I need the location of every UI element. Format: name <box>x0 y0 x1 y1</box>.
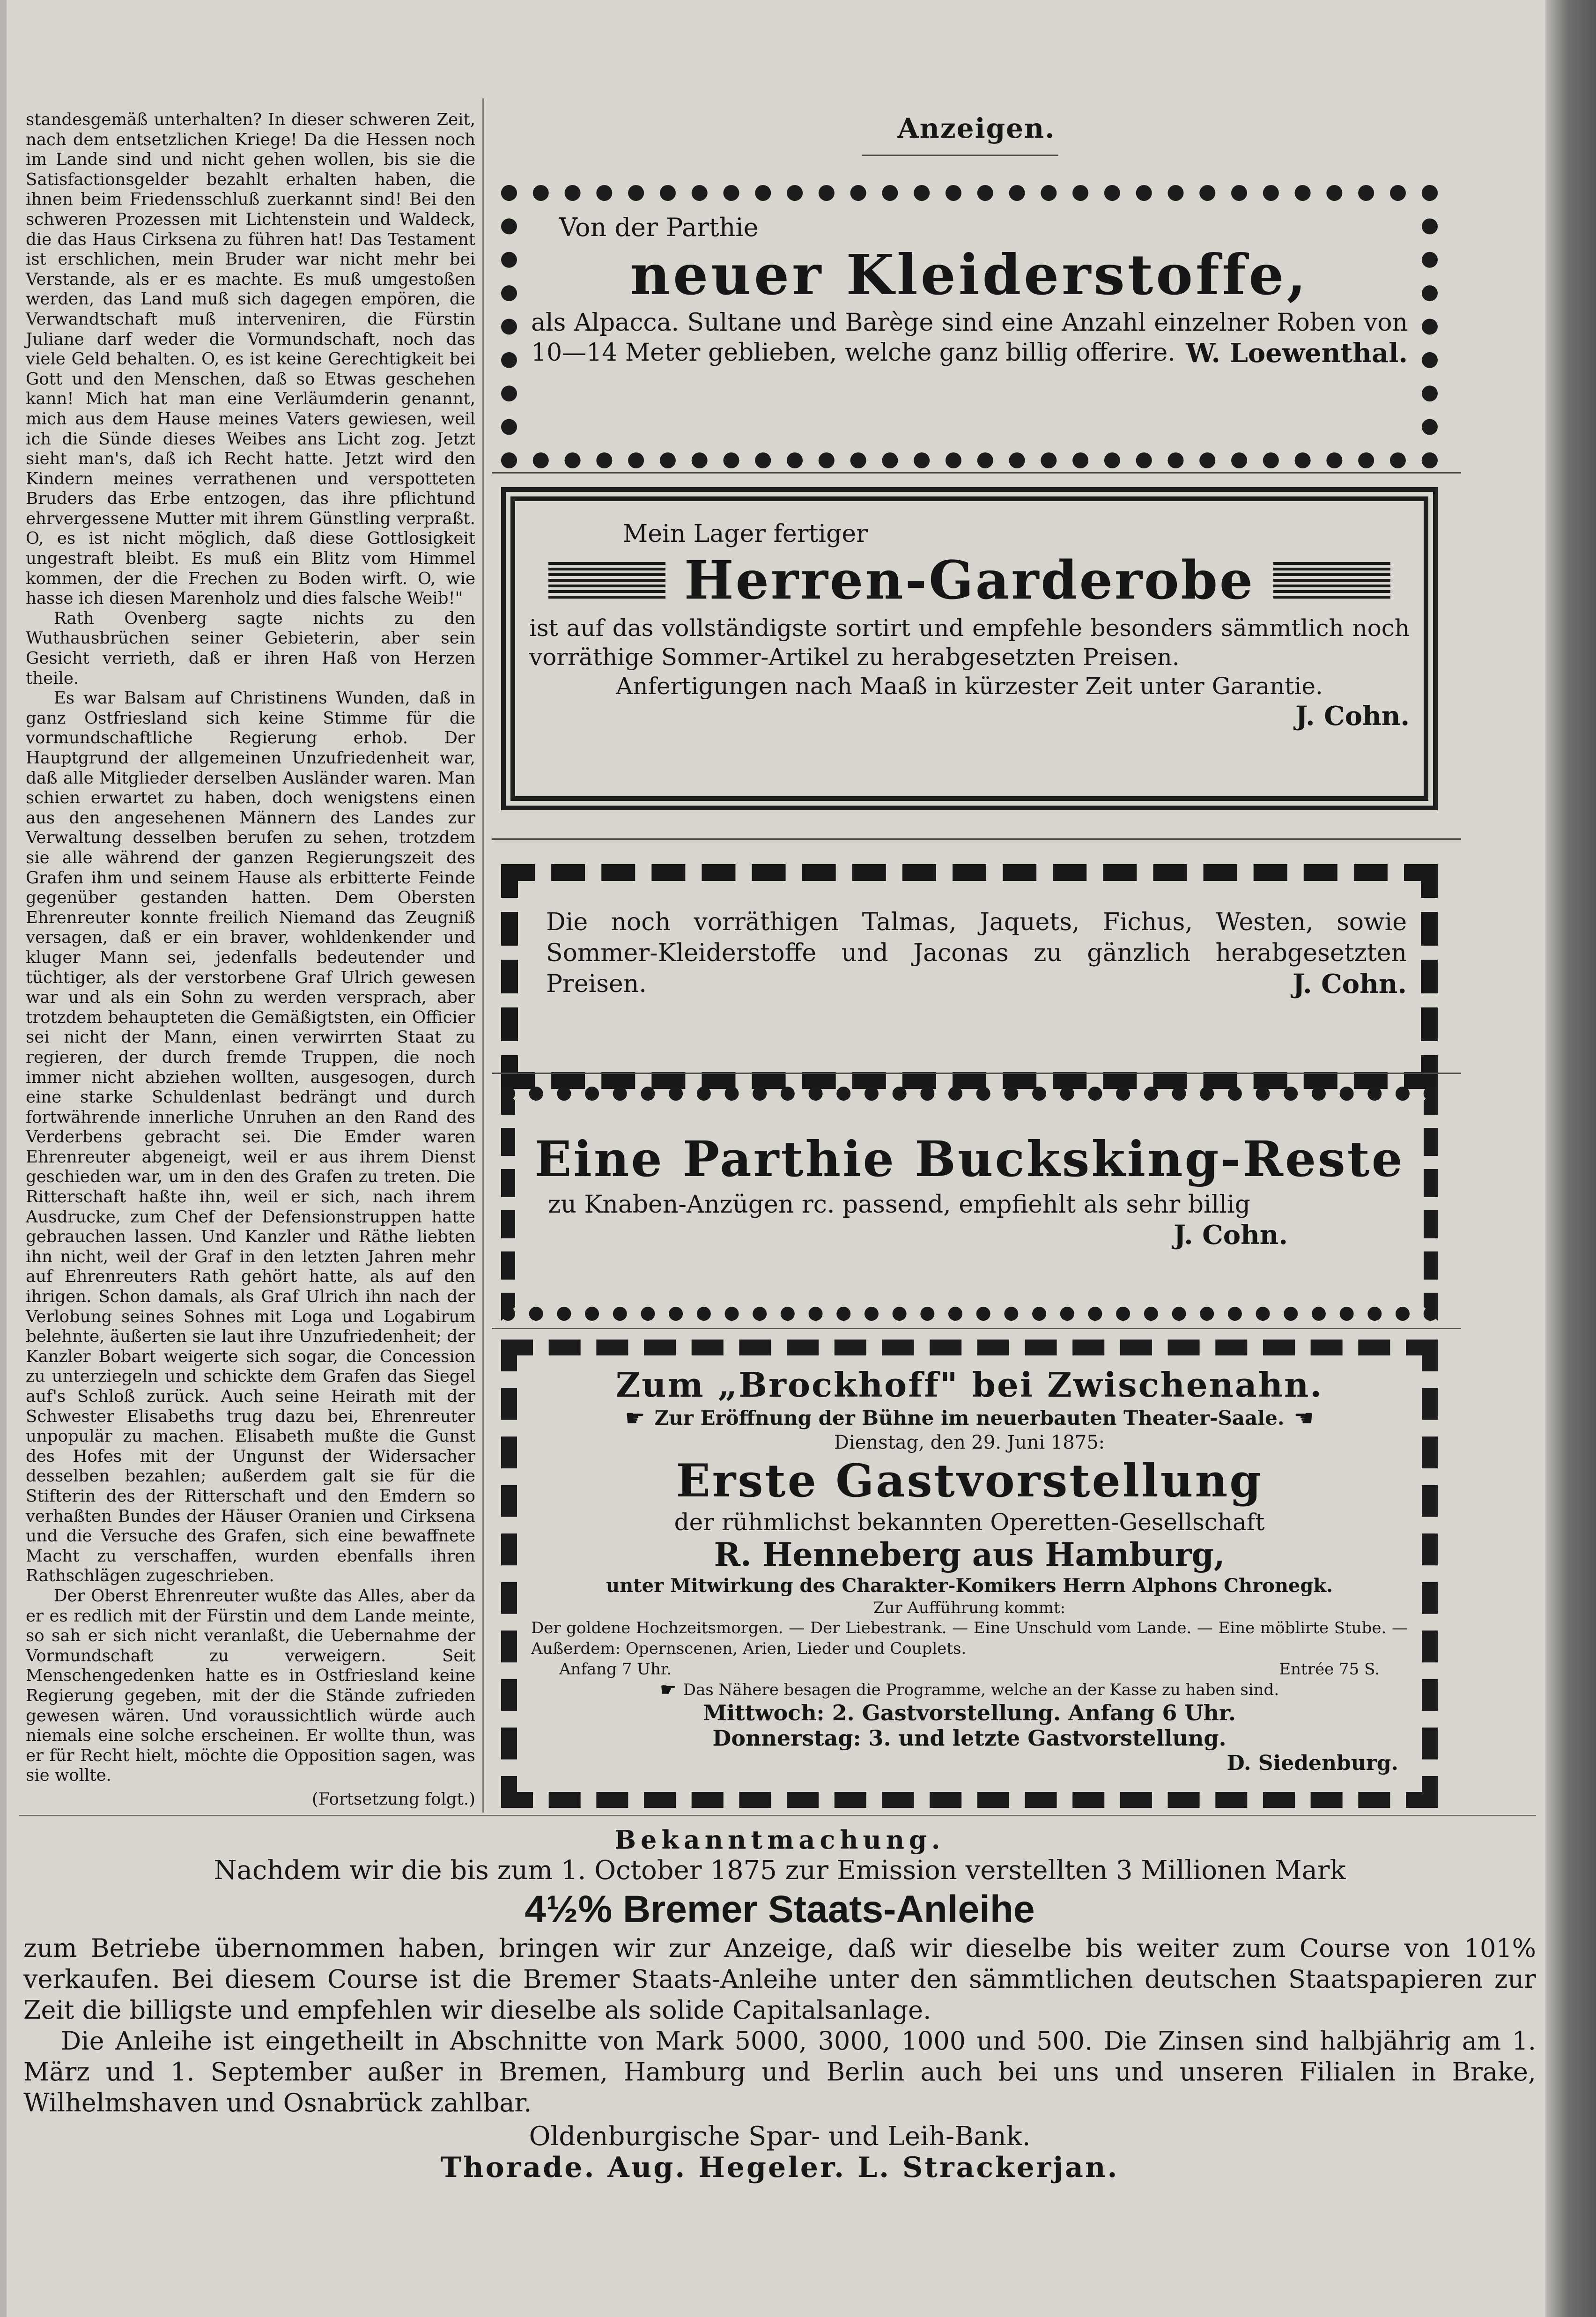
ad5-program-label: Zur Aufführung kommt: <box>873 1599 1066 1617</box>
ads-section-title: Anzeigen. <box>897 112 1056 144</box>
ad5-signature: D. Siedenburg. <box>1227 1751 1398 1775</box>
ad5-with: unter Mitwirkung des Charakter-Komikers Herrn Alphons Chronegk. <box>606 1575 1333 1597</box>
story-paragraph: Rath Ovenberg sagte nichts zu den Wuthausbrüchen seiner Gebieterin, aber sein Gesicht verrieth, daß er ihren Haß von Herzen theile. <box>26 608 475 688</box>
notice-loan: 4½% Bremer Staats-Anleihe <box>525 1888 1035 1931</box>
ad5-date: Dienstag, den 29. Juni 1875: <box>834 1432 1105 1453</box>
ad5-company: R. Henneberg aus Hamburg, <box>714 1536 1225 1574</box>
page-left-edge <box>0 0 7 2317</box>
ad3-body: Die noch vorräthigen Talmas, Jaquets, Fichus, Westen, sowie Sommer-Kleiderstoffe und Jaconas zu gänzlich herabgesetzten Preisen. <box>546 908 1407 998</box>
bank-notice <box>23 1824 1536 2183</box>
ad-herren-garderobe <box>501 487 1438 810</box>
ad2-body-2: Anfertigungen nach Maaß in kürzester Zeit unter Garantie. <box>616 673 1323 700</box>
title-rule <box>862 155 1058 156</box>
story-paragraph: Es war Balsam auf Christinens Wunden, daß in ganz Ostfriesland sich keine Stimme für die vormundschaftliche Regierung erhob. Der Hauptgrund der allgemeinen Unzufriedenheit war, daß alle Mitglieder derselben Ausländer waren. Man schien erwartet zu haben, doch wenigstens einen aus den angesehenen Männern des Landes zur Verwaltung desselben berufen zu sehen, trotzdem sie alle während der ganzen Regierungszeit des Grafen ihm und seinem Hause als erbitterte Feinde gegenüber gestanden hatten. Dem Obersten Ehrenreuter konnte freilich Niemand das Zeugniß versagen, daß er ein braver, wohldenkender und kluger Mann sei, jedenfalls bedeutender und tüchtiger, als der verstorbene Graf Ulrich gewesen war und als ein Sohn zu werden versprach, aber trotzdem behaupteten die Gemäßigtsten, ein Officier sei nicht der Mann, einen verwirrten Staat zu regieren, der durch fremde Truppen, die noch immer nicht abziehen wollten, ausgesogen, durch eine starke Schuldenlast bedrängt und durch fortwährende innerliche Unruhen an den Rand des Verderbens gebracht sei. Die Emder waren Ehrenreuter abgeneigt, weil er aus ihrem Dienst geschieden war, um in den des Grafen zu treten. Die Ritterschaft haßte ihn, weil er sich, nach ihrem Ausdrucke, zum Chef der Defensionstruppen hatte gebrauchen lassen. Und Kanzler und Räthe liebten ihn nicht, weil der Graf in den letzten Jahren mehr auf Ehrenreuters Rath gehört hatte, als auf den ihrigen. Schon damals, als Graf Ulrich ihn nach der Verlobung seines Sohnes mit Loga und Logabirum belehnte, äußerten sie laut ihre Unzufriedenheit; der Kanzler Bobart weigerte sich sogar, die Concession zu unterziegeln und schickte dem Grafen das Siegel auf's Schloß zurück. Auch seine Heirath mit der Schwester Elisabeths trug dazu bei, Ehrenreuter unpopulär zu machen. Elisabeth mußte die Gunst des Hofes mit der Ungunst der Widersacher desselben bezahlen; außerdem galt sie für die Stifterin des der Ritterschaft und den Emdern so verhaßten Bundes der Häuser Oranien und Cirksena und die Versuche des Grafen, sich eine bewaffnete Macht zu verschaffen, wurden ebenfalls ihren Rathschlägen zugeschrieben. <box>26 688 475 1586</box>
ad5-program: Der goldene Hochzeitsmorgen. — Der Liebestrank. — Eine Unschuld vom Lande. — Eine möblirte Stube. — Außerdem: Opernscenen, Arien, Lieder und Couplets. <box>531 1619 1408 1658</box>
ad4-headline: Eine Parthie Bucksking-Reste <box>534 1130 1404 1188</box>
column-divider <box>482 98 484 1813</box>
pointing-hand-icon: ☚ <box>1293 1405 1314 1431</box>
notice-paragraph: Die Anleihe ist eingetheilt in Abschnitte von Mark 5000, 3000, 1000 und 500. Die Zinsen sind halbjährig am 1. März und 1. September außer in Bremen, Hamburg und Berlin auch bei uns und unseren Filialen in Brake, Wilhelmshaven und Osnabrück zahlbar. <box>23 2026 1536 2117</box>
ad5-wednesday: Mittwoch: 2. Gastvorstellung. Anfang 6 Uhr. <box>703 1700 1236 1725</box>
story-paragraph: standesgemäß unterhalten? In dieser schweren Zeit, nach dem entsetzlichen Kriege! Da die Hessen noch im Lande sind und nicht gehen wollen, bis sie die Satisfactionsgelder bezahlt erhalten haben, die ihnen beim Friedensschluß zuerkannt sind! Bei den schweren Prozessen mit Lichtenstein und Waldeck, die das Haus Cirksena zu führen hat! Das Testament ist erschlichen, mein Bruder war nicht mehr bei Verstande, als er es machte. Es muß umgestoßen werden, das Land muß sich dagegen empören, die Verwandtschaft muß interveniren, die Fürstin Juliane darf weder die Vormundschaft, noch das viele Geld behalten. O, es ist keine Gerechtigkeit bei Gott und den Menschen, daß so Etwas geschehen kann! Mich hat man eine Verläumderin genannt, mich aus dem Hause meines Vaters gewiesen, weil ich die Sünde dieses Weibes ans Licht zog. Jetzt sieht man's, daß ich Recht hatte. Jetzt wird den Kindern meines verrathenen und verspotteten Bruders das Erbe entzogen, das ihre pflichtund ehrvergessene Mutter mit ihrem Günstling verpraßt. O, es ist nicht möglich, daß diese Gottlosigkeit ungestraft bleibt. Es muß ein Blitz vom Himmel kommen, der die Frechen zu Boden wirft. O, wie hasse ich diesen Marenholz und dies falsche Weib!" <box>26 110 475 608</box>
story-paragraph: Der Oberst Ehrenreuter wußte das Alles, aber da er es redlich mit der Fürstin und dem Lande meinte, so sah er sich nicht veranlaßt, die Uebernahme der Vormundschaft zu verweigern. Seit Menschengedenken hatte es in Ostfriesland keine Regierung gegeben, mit der die Stände zufrieden gewesen wären. Und voraussichtlich würde auch niemals eine solche erscheinen. Er wollte thun, was er für Recht hielt, möchte die Opposition sagen, was sie wollte. <box>26 1586 475 1785</box>
section-divider <box>19 1815 1536 1816</box>
ad5-start: Anfang 7 Uhr. <box>559 1660 672 1679</box>
hatch-ornament-left <box>548 562 665 600</box>
ad5-headline: Erste Gastvorstellung <box>676 1454 1263 1507</box>
serial-story-column <box>26 110 475 1809</box>
ad-buckskin <box>501 1087 1438 1321</box>
ad2-body: ist auf das vollständigste sortirt und empfehle besonders sämmtlich noch vorräthige Sommer-Artikel zu herabgesetzten Preisen. <box>529 614 1410 671</box>
ad5-entry: Entrée 75 S. <box>1279 1660 1380 1679</box>
ad-theater-brockhoff <box>501 1340 1438 1808</box>
ad5-subtitle: Zur Eröffnung der Bühne im neuerbauten Theater-Saale. <box>654 1406 1285 1429</box>
ad5-note: Das Nähere besagen die Programme, welche an der Kasse zu haben sind. <box>683 1680 1279 1699</box>
ad3-signature: J. Cohn. <box>1293 969 1407 999</box>
ad5-thursday: Donnerstag: 3. und letzte Gastvorstellung. <box>712 1725 1227 1751</box>
ad2-intro: Mein Lager fertiger <box>623 520 868 548</box>
ad-separator <box>492 838 1461 840</box>
ad-separator <box>492 1328 1461 1329</box>
notice-line1: Nachdem wir die bis zum 1. October 1875 zur Emission verstellten 3 Millionen Mark <box>214 1855 1346 1886</box>
notice-signatures: Thorade. Aug. Hegeler. L. Strackerjan. <box>440 2151 1119 2184</box>
notice-paragraph: zum Betriebe übernommen haben, bringen wir zur Anzeige, daß wir dieselbe bis weiter zum Course von 101% verkaufen. Bei diesem Course ist die Bremer Staats-Anleihe unter den sämmtlichen deutschen Staatspapieren zur Zeit die billigste und empfehlen wir dieselbe als solide Capitalsanlage. <box>23 1933 1536 2025</box>
ad1-intro: Von der Parthie <box>559 213 759 242</box>
pointing-hand-icon: ☛ <box>659 1679 677 1701</box>
ad-separator <box>492 472 1461 474</box>
continued-note: (Fortsetzung folgt.) <box>311 1789 475 1809</box>
page-right-edge <box>1545 0 1596 2317</box>
ad-separator <box>492 1073 1461 1074</box>
pointing-hand-icon: ☛ <box>625 1405 645 1431</box>
hatch-ornament-right <box>1273 562 1390 600</box>
ad5-title: Zum „Brockhoff" bei Zwischenahn. <box>615 1365 1323 1405</box>
ad1-signature: W. Loewenthal. <box>1186 338 1408 369</box>
ad4-body: zu Knaben-Anzügen rc. passend, empfiehlt als sehr billig <box>548 1191 1250 1219</box>
ad5-company-intro: der rühmlichst bekannten Operetten-Gesellschaft <box>674 1509 1265 1536</box>
notice-bank: Oldenburgische Spar- und Leih-Bank. <box>529 2121 1031 2152</box>
ad1-headline: neuer Kleiderstoffe, <box>630 242 1309 307</box>
ad1-body: als Alpacca. Sultane und Barège sind eine Anzahl einzelner Roben von 10—14 Meter geblieben, welche ganz billig offerire. <box>531 309 1408 367</box>
ad-kleiderstoffe <box>501 185 1438 468</box>
ad2-signature: J. Cohn. <box>1295 701 1410 732</box>
notice-title: Bekanntmachung. <box>614 1825 945 1855</box>
ad-talmas <box>501 864 1438 1089</box>
ad2-headline: Herren-Garderobe <box>684 550 1255 611</box>
ad4-signature: J. Cohn. <box>1174 1220 1288 1251</box>
